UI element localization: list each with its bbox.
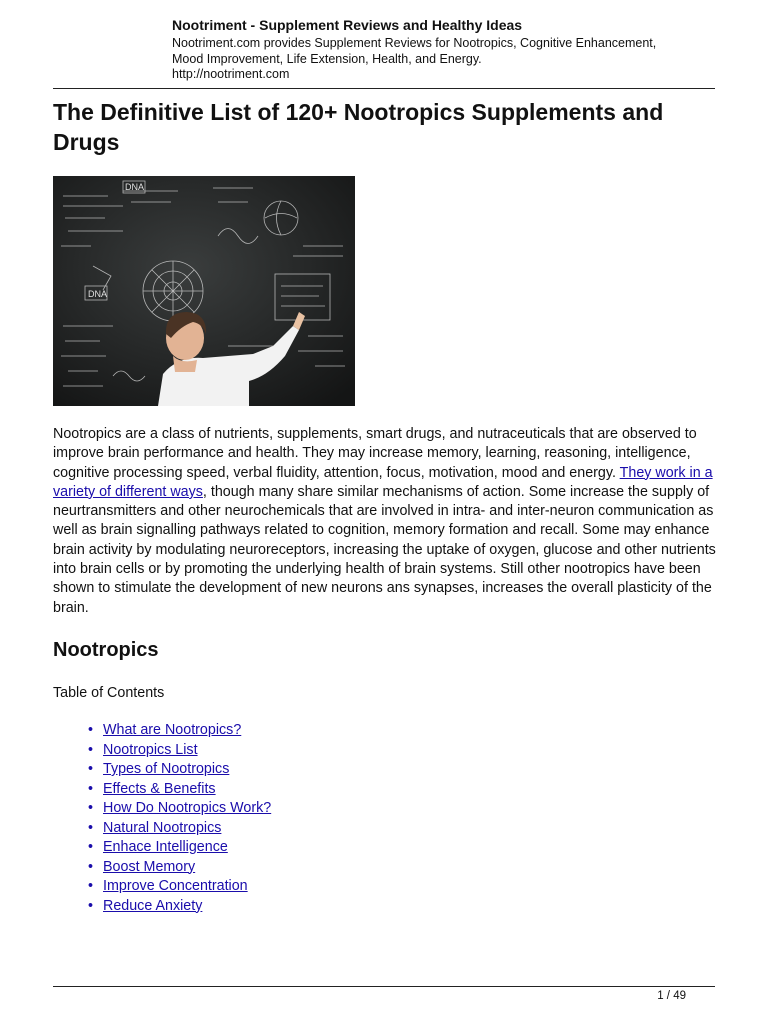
bullet-icon: • <box>88 897 94 914</box>
site-title: Nootriment - Supplement Reviews and Healthy Ideas <box>172 17 523 33</box>
site-description <box>172 36 712 67</box>
hero-image <box>53 176 355 406</box>
bullet-icon: • <box>88 839 94 855</box>
toc-link-what-are-nootropics[interactable]: What are Nootropics? <box>103 722 242 738</box>
site-header <box>172 17 712 82</box>
toc-link-reduce-anxiety[interactable]: Reduce Anxiety <box>103 897 203 914</box>
bullet-icon: • <box>88 878 94 894</box>
variety-of-ways-link[interactable]: They work in a variety of different ways <box>53 464 713 500</box>
toc-item <box>88 858 271 878</box>
toc-item <box>88 760 271 780</box>
chalk-text-dna-2: DNA <box>125 182 145 192</box>
toc-link-types-of-nootropics[interactable]: Types of Nootropics <box>103 761 230 777</box>
header-divider <box>53 88 715 89</box>
toc-item <box>88 897 271 917</box>
toc-link-natural-nootropics[interactable]: Natural Nootropics <box>103 819 222 836</box>
bullet-icon: • <box>88 741 94 758</box>
bullet-icon: • <box>88 722 94 738</box>
site-description-line-1: Nootriment.com provides Supplement Reviews for Nootropics, Cognitive Enhancement, <box>172 36 657 50</box>
section-heading: Nootropics <box>53 639 159 661</box>
article-title <box>53 97 703 157</box>
toc-label: Table of Contents <box>53 685 165 701</box>
bullet-icon: • <box>88 761 94 777</box>
chalk-text-dna-1: DNA <box>88 289 108 299</box>
bullet-icon: • <box>88 858 94 875</box>
site-url[interactable]: http://nootriment.com <box>172 67 290 81</box>
toc-link-enhace-intelligence[interactable]: Enhace Intelligence <box>103 839 228 855</box>
article-title-line-1: The Definitive List of 120+ Nootropics Supplements and <box>53 99 664 125</box>
page-number: 1 / 49 <box>657 990 686 1002</box>
footer-divider <box>53 986 715 987</box>
site-description-line-2: Mood Improvement, Life Extension, Health, and Energy. <box>172 51 482 66</box>
toc-item <box>88 838 271 858</box>
toc-link-nootropics-list[interactable]: Nootropics List <box>103 741 198 758</box>
toc-item <box>88 819 271 839</box>
toc-item <box>88 799 271 819</box>
toc-item <box>88 780 271 800</box>
bullet-icon: • <box>88 819 94 836</box>
bullet-icon: • <box>88 800 94 816</box>
intro-paragraph <box>53 425 717 618</box>
toc-item <box>88 741 271 761</box>
table-of-contents <box>88 721 271 916</box>
intro-text-end: , though many share similar mechanisms of action. Some increase the supply of neurtransmitters and other neurochemicals that are involved in intra- and inter-neuron communication as well as brain signalling pathways related to cognition, memory formation and recall. Some may enhance brain activity by modulating neuroreceptors, increasing the uptake of oxygen, glucose and other nutrients into brain cells or by promoting the underlying health of brain systems. Still other nootropics have been shown to stimulate the development of new neurons ans synapses, increases the overall plasticity of the brain. <box>53 483 716 616</box>
bullet-icon: • <box>88 780 94 797</box>
toc-link-how-do-nootropics-work[interactable]: How Do Nootropics Work? <box>103 800 272 816</box>
toc-link-effects-benefits[interactable]: Effects & Benefits <box>103 780 216 797</box>
toc-item <box>88 877 271 897</box>
toc-link-improve-concentration[interactable]: Improve Concentration <box>103 878 248 894</box>
toc-link-boost-memory[interactable]: Boost Memory <box>103 858 196 875</box>
intro-text-start: Nootropics are a class of nutrients, supplements, smart drugs, and nutraceuticals that are observed to improve brain performance and health. They may increase memory, learning, reasoning, intelligence, cognitive processing speed, verbal fluidity, attention, focus, motivation, mood and energy. <box>53 426 697 481</box>
article-title-line-2: Drugs <box>53 129 120 155</box>
toc-item <box>88 721 271 741</box>
